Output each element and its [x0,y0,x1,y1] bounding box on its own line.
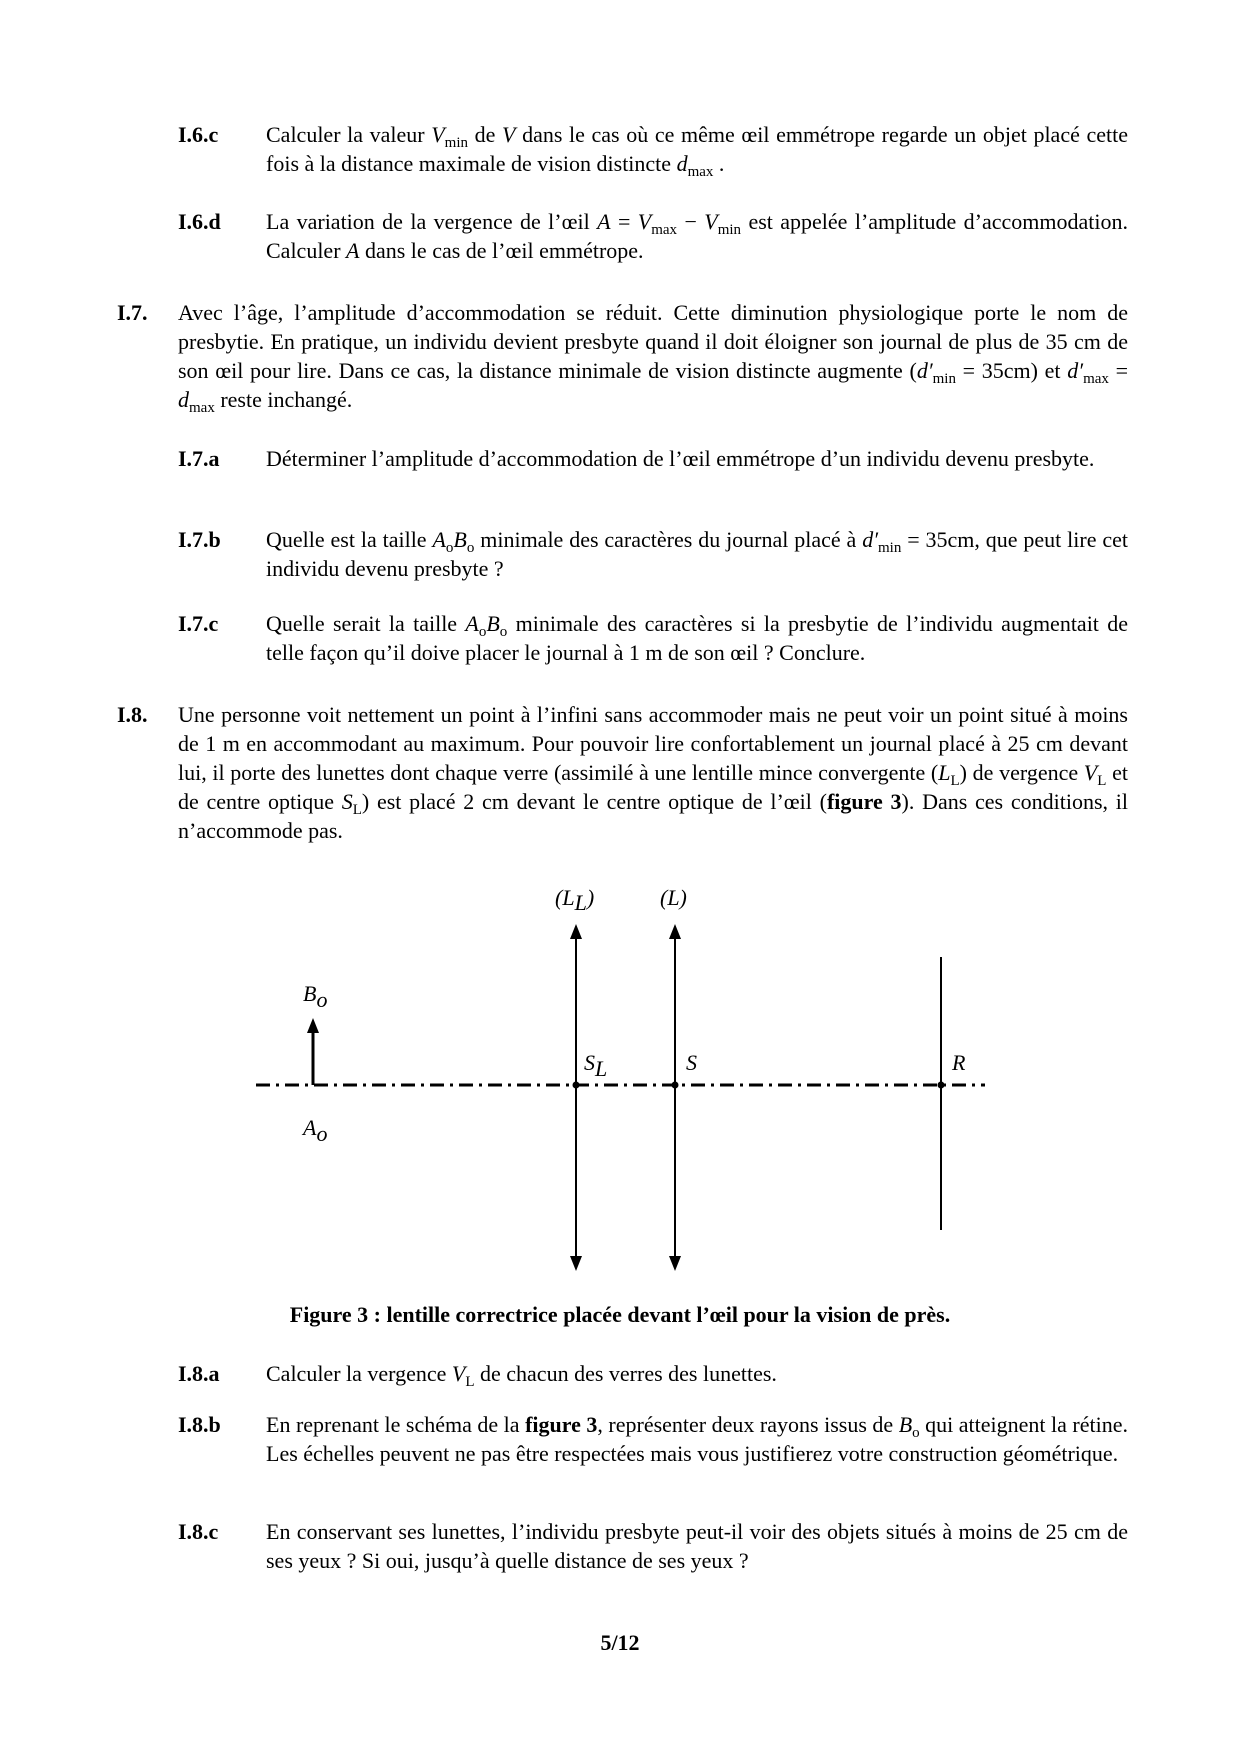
figure-caption: Figure 3 : lentille correctrice placée devant l’œil pour la vision de près. [289,1302,951,1327]
label-sl: SL [584,1050,608,1081]
section-text: Avec l’âge, l’amplitude d’accommodation se réduit. Cette diminution physiologique porte le nom de presbytie. En pratique, un individu devient presbyte quand il doit éloigner son journal de plus de 35 cm de son œil pour lire. Dans ce cas, la distance minimale de vision distincte augmente $(d'_{min} = 35cm)$ et $d'_{max} = d_{max}$ reste inchangé. [178,300,1128,416]
item-label: I.7.a [178,446,220,471]
item-text: Quelle est la taille $A_oB_o$ minimale des caractères du journal placé à $d'_{min} = 35cm$, que peut lire cet individu devenu presbyte ? [266,527,1129,581]
lens-ll-bottom-arrow [570,1256,582,1271]
point-sl [573,1082,580,1089]
section-label: I.8. [117,702,148,727]
item-i7a [178,444,1128,473]
section-i7 [117,298,1128,414]
label-lens-ll: (LL) [555,885,595,915]
section-label: I.7. [117,300,148,325]
item-text: Calculer la vergence $V_L$ de chacun des verres des lunettes. [266,1361,777,1390]
label-r: R [952,1050,966,1075]
page-number: 5/12 [600,1630,640,1655]
label-s: S [686,1050,697,1075]
item-label: I.8.c [178,1519,219,1544]
item-i7c [178,609,1128,667]
item-text: Déterminer l’amplitude d’accommodation de l’œil emmétrope d’un individu devenu presbyte. [266,446,1095,471]
item-label: I.8.b [178,1412,221,1437]
item-text: La variation de la vergence de l’œil $A = V_{max} - V_{min}$ est appelée l’amplitude d’accommodation. Calculer A dans le cas de l’œil emmétrope. [266,209,1128,263]
lens-ll-top-arrow [570,924,582,939]
lens-l-top-arrow [669,924,681,939]
lens-l-bottom-arrow [669,1256,681,1271]
item-i6d [178,207,1128,265]
item-label: I.6.d [178,209,221,234]
item-text: Quelle serait la taille $A_oB_o$ minimale des caractères si la presbytie de l’individu augmentait de telle façon qu’il doive placer le journal à 1 m de son œil ? Conclure. [266,611,1128,665]
label-lens-l: (L) [660,885,687,910]
object-arrow-head [307,1018,319,1033]
item-label: I.8.a [178,1361,220,1386]
item-text: Calculer la valeur $V_{min}$ de V dans le cas où ce même œil emmétrope regarde un objet placé cette fois à la distance maximale de vision distincte $d_{max}$ . [266,122,1128,180]
label-bo: Bo [303,981,328,1012]
item-label: I.7.b [178,527,221,552]
item-i8c [178,1517,1128,1575]
item-i6c [178,120,1128,178]
point-s [672,1082,679,1089]
item-i7b [178,525,1128,583]
item-i8a [178,1359,1128,1388]
item-label: I.6.c [178,122,219,147]
item-text: En conservant ses lunettes, l’individu presbyte peut-il voir des objets situés à moins de 25 cm de ses yeux ? Si oui, jusqu’à quelle distance de ses yeux ? [266,1519,1128,1573]
item-i8b [178,1410,1128,1468]
item-label: I.7.c [178,611,219,636]
section-text: Une personne voit nettement un point à l’infini sans accommoder mais ne peut voir un point situé à moins de 1 m en accommodant au maximum. Pour pouvoir lire confortablement un journal placé à 25 cm devant lui, il porte des lunettes dont chaque verre (assimilé à une lentille mince convergente $(L_L)$ de vergence $V_L$ et de centre optique $S_L$) est placé 2 cm devant le centre optique de l’œil (figure 3). Dans ces conditions, il n’accommode pas. [178,702,1128,843]
item-text: En reprenant le schéma de la figure 3, représenter deux rayons issus de $B_o$ qui atteignent la rétine. Les échelles peuvent ne pas être respectées mais vous justifierez votre construction géométrique. [266,1412,1129,1466]
label-ao: Ao [303,1115,328,1146]
point-r [938,1082,945,1089]
section-i8 [117,700,1128,845]
figure-3-diagram [240,875,1000,1285]
